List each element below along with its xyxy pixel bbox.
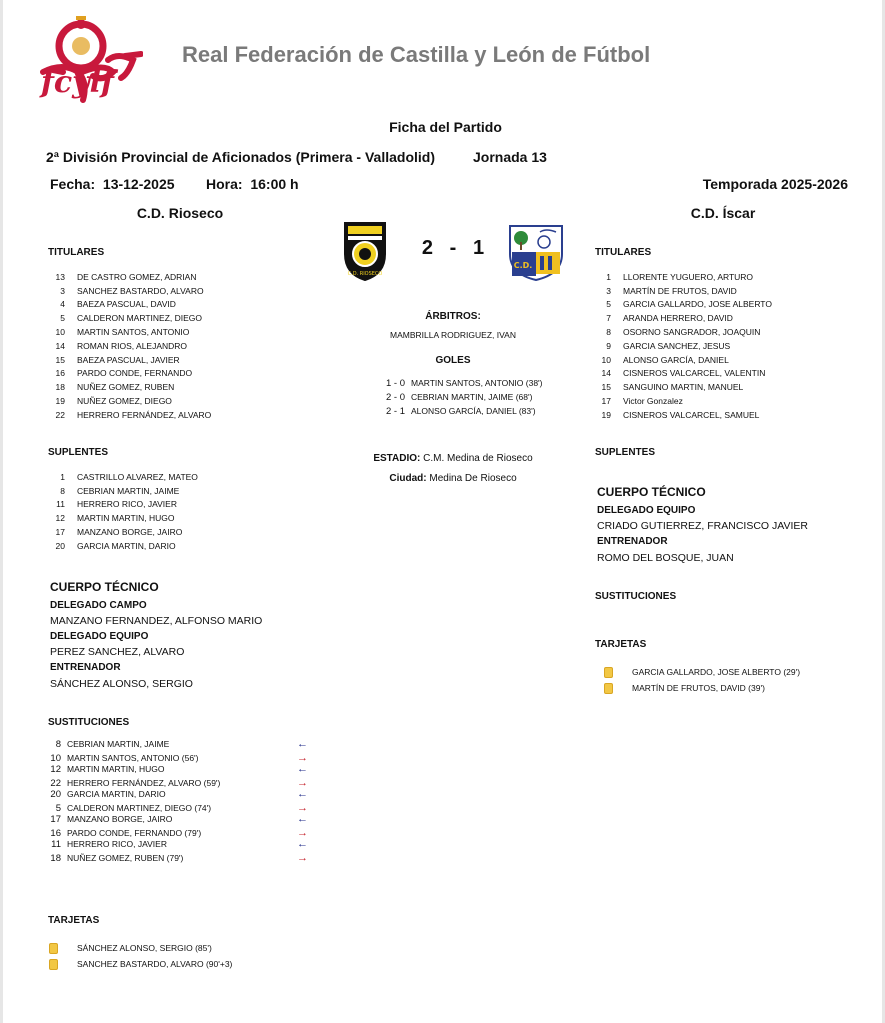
player-name: DE CASTRO GOMEZ, ADRIAN <box>77 271 197 282</box>
player-name: HERRERO FERNÁNDEZ, ALVARO <box>77 409 212 420</box>
fecha-label: Fecha: <box>50 176 96 192</box>
player-number: 3 <box>60 285 65 296</box>
away-staff-role: DELEGADO EQUIPO <box>597 505 696 516</box>
jornada: Jornada 13 <box>473 149 547 165</box>
player-name: GARCIA GALLARDO, JOSE ALBERTO <box>623 299 772 310</box>
home-cards-list <box>49 940 232 972</box>
arrow-right-icon: → <box>297 802 308 814</box>
home-subs-list <box>41 740 331 865</box>
player-number: 10 <box>55 327 65 338</box>
player-row <box>43 470 198 484</box>
goal-score: 1 - 0 <box>385 377 405 389</box>
sub-name: PARDO CONDE, FERNANDO (79') <box>67 828 202 838</box>
player-row <box>43 498 198 512</box>
player-name: NUÑEZ GOMEZ, RUBEN <box>77 382 175 393</box>
player-row <box>43 525 198 539</box>
yellow-card-icon <box>49 943 58 954</box>
player-name: ROMAN RIOS, ALEJANDRO <box>77 340 188 351</box>
home-staff-list <box>50 600 262 694</box>
sub-number: 16 <box>50 827 61 839</box>
player-row <box>43 408 211 422</box>
ficha-title: Ficha del Partido <box>389 119 502 135</box>
goles-heading: GOLES <box>435 355 471 366</box>
player-row <box>589 298 772 312</box>
player-number: 16 <box>55 368 65 379</box>
ciudad-value: Medina De Rioseco <box>429 473 517 484</box>
away-staff-list <box>597 505 808 568</box>
logo-text: fcylf <box>41 65 114 100</box>
substitution-row <box>41 812 331 826</box>
home-staff-name: PEREZ SANCHEZ, ALVARO <box>50 646 185 658</box>
player-row <box>43 284 211 298</box>
player-row <box>43 311 211 325</box>
goals-list <box>379 376 543 418</box>
sub-number: 22 <box>50 777 61 789</box>
substitution-row <box>41 787 331 801</box>
sub-name: CEBRIAN MARTIN, JAIME <box>67 739 170 749</box>
player-name: Victor Gonzalez <box>623 396 683 407</box>
match-time <box>206 176 299 192</box>
arrow-left-icon: ← <box>297 838 308 850</box>
player-row <box>43 339 211 353</box>
card-player: SANCHEZ BASTARDO, ALVARO (90'+3) <box>77 959 233 969</box>
home-titulares-heading: TITULARES <box>48 247 105 258</box>
player-name: BAEZA PASCUAL, DAVID <box>77 299 176 310</box>
competition-name: 2ª División Provincial de Aficionados (Primera - Valladolid) <box>46 149 435 165</box>
fecha-value: 13-12-2025 <box>102 176 175 192</box>
player-name: LLORENTE YUGUERO, ARTURO <box>623 271 754 282</box>
player-number: 8 <box>606 327 611 338</box>
sub-number: 11 <box>51 838 61 850</box>
hora-label: Hora: <box>206 176 243 192</box>
away-staff-heading: CUERPO TÉCNICO <box>597 485 706 499</box>
away-crest-text: C.D. <box>513 261 533 270</box>
player-row <box>589 325 772 339</box>
player-number: 19 <box>601 409 611 420</box>
player-row <box>589 284 772 298</box>
player-name: ARANDA HERRERO, DAVID <box>623 313 733 324</box>
ciudad-label: Ciudad: <box>389 473 427 484</box>
player-row <box>589 367 772 381</box>
card-row <box>604 680 800 696</box>
arrow-right-icon: → <box>297 752 308 764</box>
away-staff-name: CRIADO GUTIERREZ, FRANCISCO JAVIER <box>597 520 808 532</box>
sub-name: HERRERO RICO, JAVIER <box>67 839 167 849</box>
player-number: 1 <box>606 271 611 282</box>
player-number: 5 <box>606 299 611 310</box>
player-name: MANZANO BORGE, JAIRO <box>77 527 183 538</box>
card-row <box>604 664 800 680</box>
player-number: 14 <box>55 340 65 351</box>
away-titulares-list <box>589 270 772 422</box>
fcylf-logo <box>33 12 143 104</box>
player-name: GARCIA SANCHEZ, JESUS <box>623 340 731 351</box>
player-number: 19 <box>55 396 65 407</box>
goal-row <box>379 390 543 404</box>
player-row <box>589 408 772 422</box>
sub-name: NUÑEZ GOMEZ, RUBEN (79') <box>67 853 184 863</box>
home-staff-role: DELEGADO EQUIPO <box>50 631 149 642</box>
estadio-label: ESTADIO: <box>373 453 421 464</box>
arrow-left-icon: ← <box>297 788 308 800</box>
card-player: MARTÍN DE FRUTOS, DAVID (39') <box>632 683 765 693</box>
player-name: MARTIN SANTOS, ANTONIO <box>77 327 190 338</box>
away-cards-list <box>604 664 800 696</box>
stadium <box>333 453 573 464</box>
goal-scorer: CEBRIAN MARTIN, JAIME (68') <box>411 392 533 402</box>
player-row <box>43 511 198 525</box>
sub-name: MANZANO BORGE, JAIRO <box>67 814 173 824</box>
arrow-left-icon: ← <box>297 738 308 750</box>
sub-name: MARTIN MARTIN, HUGO <box>67 764 165 774</box>
yellow-card-icon <box>604 667 613 678</box>
player-row <box>589 311 772 325</box>
player-number: 17 <box>55 527 65 538</box>
goal-scorer: MARTIN SANTOS, ANTONIO (38') <box>411 378 543 388</box>
home-staff-role: ENTRENADOR <box>50 662 121 673</box>
player-row <box>43 298 211 312</box>
player-name: CASTRILLO ALVAREZ, MATEO <box>77 471 198 482</box>
player-number: 7 <box>606 313 611 324</box>
home-staff-role: DELEGADO CAMPO <box>50 600 147 611</box>
sub-name: MARTIN SANTOS, ANTONIO (56') <box>67 753 199 763</box>
player-number: 22 <box>55 409 65 420</box>
player-name: MARTIN MARTIN, HUGO <box>77 513 175 524</box>
score <box>413 237 493 260</box>
home-titulares-list <box>43 270 211 422</box>
card-row <box>49 940 232 956</box>
player-number: 14 <box>601 368 611 379</box>
away-score: 1 <box>473 237 485 259</box>
player-name: MARTÍN DE FRUTOS, DAVID <box>623 285 737 296</box>
player-row <box>43 380 211 394</box>
yellow-card-icon <box>604 683 613 694</box>
player-name: GARCIA MARTIN, DARIO <box>77 540 176 551</box>
player-name: CISNEROS VALCARCEL, VALENTIN <box>623 368 766 379</box>
sub-number: 17 <box>50 813 61 825</box>
player-number: 18 <box>55 382 65 393</box>
player-name: PARDO CONDE, FERNANDO <box>77 368 193 379</box>
home-subs-heading: SUSTITUCIONES <box>48 717 130 728</box>
goal-score: 2 - 0 <box>385 391 405 403</box>
goal-row <box>379 404 543 418</box>
substitution-row <box>41 837 331 851</box>
arrow-right-icon: → <box>297 777 308 789</box>
estadio-value: C.M. Medina de Rioseco <box>423 453 533 464</box>
sub-name: HERRERO FERNÁNDEZ, ALVARO (59') <box>67 778 221 788</box>
sub-name: CALDERON MARTINEZ, DIEGO (74') <box>67 803 212 813</box>
player-number: 20 <box>55 540 65 551</box>
home-suplentes-heading: SUPLENTES <box>48 447 109 458</box>
hora-value: 16:00 h <box>250 176 299 192</box>
arrow-right-icon: → <box>297 827 308 839</box>
home-crest-text: C.D. RIOSECO <box>347 271 383 277</box>
player-number: 5 <box>60 313 65 324</box>
goal-scorer: ALONSO GARCÍA, DANIEL (83') <box>411 406 536 416</box>
player-name: SANGUINO MARTIN, MANUEL <box>623 382 744 393</box>
goal-score: 2 - 1 <box>385 405 405 417</box>
player-row <box>43 367 211 381</box>
player-row <box>43 353 211 367</box>
player-number: 12 <box>55 513 65 524</box>
player-name: BAEZA PASCUAL, JAVIER <box>77 354 180 365</box>
player-number: 11 <box>56 499 65 510</box>
player-row <box>589 353 772 367</box>
season: Temporada 2025-2026 <box>702 176 848 192</box>
sub-number: 12 <box>50 763 61 775</box>
sub-number: 20 <box>50 788 61 800</box>
sub-number: 5 <box>55 802 61 814</box>
home-crest-icon <box>342 220 388 287</box>
card-row <box>49 956 232 972</box>
arbitros-heading: ÁRBITROS: <box>425 311 481 322</box>
arbitro-name: MAMBRILLA RODRIGUEZ, IVAN <box>390 330 516 340</box>
sub-number: 8 <box>55 738 61 750</box>
away-staff-role: ENTRENADOR <box>597 536 668 547</box>
player-row <box>43 325 211 339</box>
substitution-row <box>41 737 331 751</box>
player-number: 8 <box>60 485 65 496</box>
player-name: CALDERON MARTINEZ, DIEGO <box>77 313 202 324</box>
match-date <box>50 176 175 192</box>
sub-number: 18 <box>50 852 61 864</box>
player-number: 4 <box>60 299 65 310</box>
federation-title: Real Federación de Castilla y León de Fútbol <box>182 42 651 67</box>
player-row <box>43 539 198 553</box>
home-score: 2 <box>421 237 433 259</box>
player-row <box>589 380 772 394</box>
away-subs-heading: SUSTITUCIONES <box>595 591 677 602</box>
home-staff-name: MANZANO FERNANDEZ, ALFONSO MARIO <box>50 615 263 627</box>
player-name: ALONSO GARCÍA, DANIEL <box>623 354 729 365</box>
substitution-row <box>41 851 331 865</box>
home-team-name: C.D. Rioseco <box>136 205 224 221</box>
substitution-row <box>41 762 331 776</box>
player-number: 9 <box>606 340 611 351</box>
card-player: GARCIA GALLARDO, JOSE ALBERTO (29') <box>632 667 801 677</box>
arrow-left-icon: ← <box>297 763 308 775</box>
player-row <box>589 394 772 408</box>
city <box>333 473 573 484</box>
player-name: NUÑEZ GOMEZ, DIEGO <box>77 396 172 407</box>
sub-name: GARCIA MARTIN, DARIO <box>67 789 166 799</box>
player-number: 1 <box>60 471 65 482</box>
player-row <box>43 394 211 408</box>
player-row <box>589 339 772 353</box>
player-row <box>43 484 198 498</box>
player-number: 17 <box>601 396 611 407</box>
score-separator: - <box>449 237 457 259</box>
player-name: SANCHEZ BASTARDO, ALVARO <box>77 285 204 296</box>
arrow-right-icon: → <box>297 852 308 864</box>
away-cards-heading: TARJETAS <box>595 639 647 650</box>
away-team-name: C.D. Íscar <box>690 205 756 221</box>
player-name: CEBRIAN MARTIN, JAIME <box>77 485 180 496</box>
player-number: 13 <box>55 271 65 282</box>
player-number: 3 <box>606 285 611 296</box>
away-titulares-heading: TITULARES <box>595 247 652 258</box>
home-staff-name: SÁNCHEZ ALONSO, SERGIO <box>50 678 193 690</box>
home-staff-heading: CUERPO TÉCNICO <box>50 580 159 594</box>
player-name: OSORNO SANGRADOR, JOAQUIN <box>623 327 761 338</box>
goal-row <box>379 376 543 390</box>
home-cards-heading: TARJETAS <box>48 915 100 926</box>
away-staff-name: ROMO DEL BOSQUE, JUAN <box>597 552 734 564</box>
card-player: SÁNCHEZ ALONSO, SERGIO (85') <box>77 943 212 953</box>
away-suplentes-heading: SUPLENTES <box>595 447 656 458</box>
player-number: 15 <box>55 354 65 365</box>
sub-number: 10 <box>50 752 61 764</box>
player-row <box>589 270 772 284</box>
player-number: 10 <box>601 354 611 365</box>
yellow-card-icon <box>49 959 58 970</box>
player-number: 15 <box>601 382 611 393</box>
player-name: CISNEROS VALCARCEL, SAMUEL <box>623 409 760 420</box>
away-crest-icon <box>506 222 566 287</box>
home-suplentes-list <box>43 470 198 553</box>
arrow-left-icon: ← <box>297 813 308 825</box>
player-name: HERRERO RICO, JAVIER <box>77 499 177 510</box>
player-row <box>43 270 211 284</box>
